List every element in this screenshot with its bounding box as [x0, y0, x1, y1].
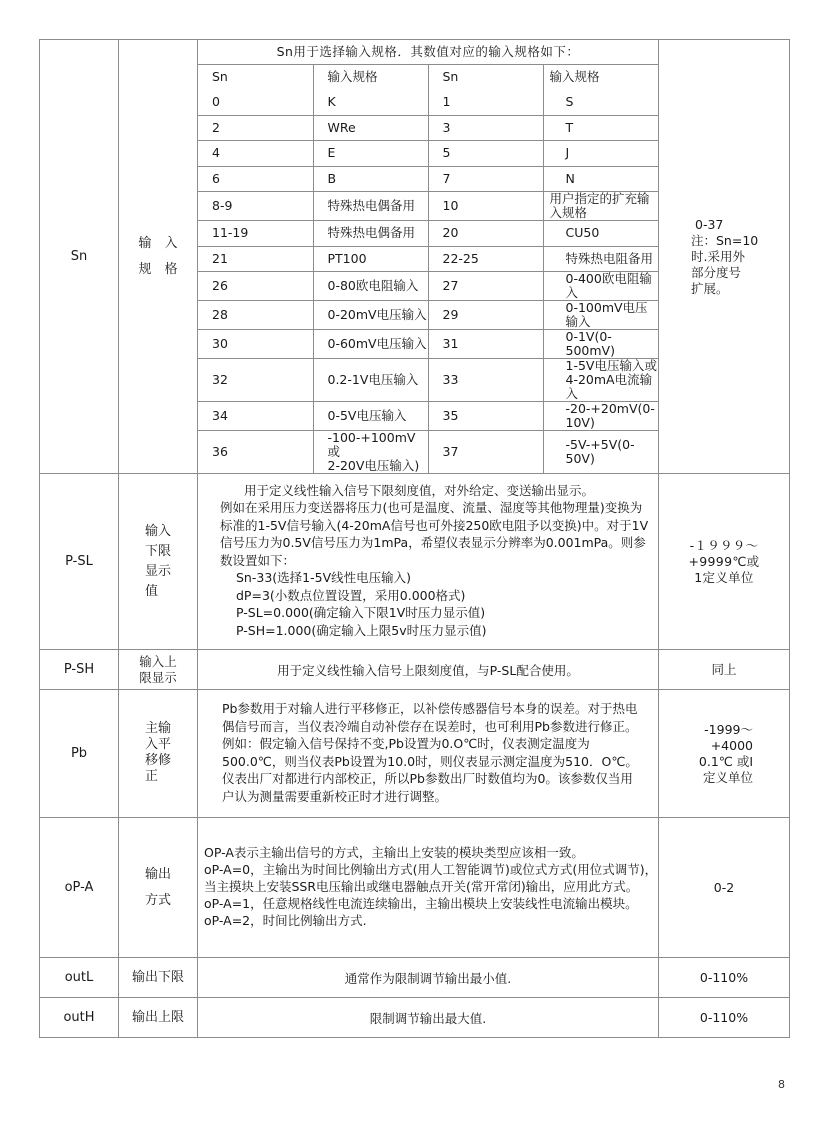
param-name-line: 移修 — [144, 753, 171, 768]
spec-input-type: E — [313, 141, 428, 167]
header-spec: 输入规格 — [313, 64, 428, 90]
spec-input-type: N — [543, 166, 658, 192]
spec-sn-value: 5 — [428, 141, 543, 167]
param-name-line: 下限 — [144, 543, 171, 559]
param-code: oP-A — [40, 818, 119, 958]
spec-input-type: 1-5V电压输入或 4-20mA电流输入 — [543, 359, 658, 402]
spec-sn-value: 4 — [198, 141, 313, 167]
input-spec-row — [198, 402, 658, 431]
param-name-line: 方式 — [144, 892, 171, 908]
spec-sn-value: 28 — [198, 301, 313, 330]
input-spec-intro-row — [198, 40, 658, 64]
spec-sn-value: 32 — [198, 359, 313, 402]
param-name — [119, 690, 198, 818]
desc-text: Pb参数用于对输人进行平移修正，以补偿传感器信号本身的误差。对于热电偶信号而言，当仪表冷端自动补偿存在误差时，也可利用Pb参数进行修正。例如：假定输入信号保持不变,Pb设置为0.O℃时，仪表测定温度为500.0℃，则当仪表Pb设置为10.0时，则仪表显示测定温度为510．O℃。 仪表出厂对都进行内部校正，所以Pb参数出厂时数值均为0。该参数仅当用户认为测量需要重新校正时才进行调整。 — [222, 701, 638, 804]
spec-input-type: S — [543, 90, 658, 116]
param-name-line: 输入 — [144, 523, 171, 539]
input-spec-row — [198, 115, 658, 141]
param-row-outh — [40, 998, 790, 1038]
desc-line: oP-A=2，时间比例输出方式. — [204, 912, 367, 928]
spec-input-type: WRe — [313, 115, 428, 141]
input-spec-row — [198, 192, 658, 221]
param-name-line: 主输 — [144, 721, 171, 736]
spec-input-type: 0-5V电压输入 — [313, 402, 428, 431]
page-number: 8 — [778, 1078, 785, 1091]
spec-sn-value: 6 — [198, 166, 313, 192]
spec-input-type: CU50 — [543, 221, 658, 247]
spec-sn-value: 10 — [428, 192, 543, 221]
spec-sn-value: 20 — [428, 221, 543, 247]
param-name-line: 输入上 — [139, 653, 177, 669]
desc-line: OP-A表示主输出信号的方式，主输出上安装的模块类型应该相一致。 — [204, 844, 584, 860]
param-row-pb — [40, 690, 790, 818]
spec-sn-value: 11-19 — [198, 221, 313, 247]
param-row-op-a — [40, 818, 790, 958]
header-sn: Sn — [198, 64, 313, 90]
input-spec-row — [198, 246, 658, 272]
spec-input-type: 0-400欧电阻输入 — [543, 272, 658, 301]
desc-line: P-SH=1.000(确定输入上限5v时压力显示值) — [236, 622, 487, 638]
range-line: 定义单位 — [702, 769, 753, 785]
param-row-sn — [40, 40, 790, 474]
input-spec-row — [198, 431, 658, 474]
header-spec: 输入规格 — [549, 69, 600, 84]
spec-input-type: PT100 — [313, 246, 428, 272]
spec-input-type: -20-+20mV(0-10V) — [543, 402, 658, 431]
param-name-line: 正 — [144, 769, 158, 784]
param-description — [198, 818, 659, 958]
param-row-outl — [40, 958, 790, 998]
range-line: -1999～ — [704, 721, 753, 737]
spec-sn-value: 33 — [428, 359, 543, 402]
spec-input-type: B — [313, 166, 428, 192]
spec-sn-value: 22-25 — [428, 246, 543, 272]
input-spec-row — [198, 359, 658, 402]
param-name-line: 输出 — [144, 866, 171, 882]
spec-input-type: 特殊热电偶备用 — [313, 192, 428, 221]
param-name — [119, 40, 198, 474]
param-range — [659, 40, 790, 474]
input-spec-row — [198, 221, 658, 247]
input-spec-intro: Sn用于选择输入规格．其数值对应的输入规格如下： — [198, 40, 658, 64]
param-name-line: 限显示 — [139, 669, 177, 685]
param-range: 0-2 — [659, 818, 790, 958]
spec-sn-value: 27 — [428, 272, 543, 301]
spec-input-type: -5V-+5V(0-50V) — [565, 437, 635, 466]
input-spec-row — [198, 301, 658, 330]
desc-line: Sn-33(选择1-5V线性电压输入) — [236, 570, 411, 586]
spec-input-type: T — [543, 115, 658, 141]
spec-input-type: 特殊热电阻备用 — [543, 246, 658, 272]
param-description: 通常作为限制调节输出最小值. — [198, 958, 659, 998]
param-code: outL — [40, 958, 119, 998]
spec-sn-value: 8-9 — [198, 192, 313, 221]
param-name — [119, 474, 198, 650]
param-row-p-sl — [40, 474, 790, 650]
desc-line: P-SL=0.000(确定输入下限1V时压力显示值) — [236, 605, 486, 621]
param-name-line: 入平 — [144, 737, 171, 752]
spec-input-type: 0.2-1V电压输入 — [313, 359, 428, 402]
param-range: 0-110% — [659, 958, 790, 998]
input-spec-row — [198, 330, 658, 359]
spec-sn-value: 36 — [198, 431, 313, 474]
spec-sn-value: 29 — [428, 301, 543, 330]
spec-sn-value: 26 — [198, 272, 313, 301]
spec-input-type: K — [313, 90, 428, 116]
param-code: Sn — [40, 40, 119, 474]
param-row-p-sh — [40, 650, 790, 690]
input-spec-row — [198, 166, 658, 192]
param-name: 输出上限 — [119, 998, 198, 1038]
spec-sn-value: 3 — [428, 115, 543, 141]
spec-sn-value: 2 — [198, 115, 313, 141]
range-line: 0.1℃ 或I — [698, 753, 753, 769]
input-spec-row — [198, 272, 658, 301]
param-range: 同上 — [659, 650, 790, 690]
range-line: 部分度号 — [691, 264, 742, 280]
param-name-line: 输 入 — [138, 235, 178, 251]
header-sn: Sn — [428, 64, 543, 90]
param-name-line: 规 格 — [138, 261, 178, 277]
input-spec-header-row — [198, 64, 658, 90]
desc-line: oP-A=0，主输出为时间比例输出方式(用人工智能调节)或位式方式(用位式调节)，当主摸块上安装SSR电压输出或继电器触点开关(常开常闭)输出，应用此方式。 — [204, 861, 658, 894]
spec-sn-value: 37 — [428, 431, 543, 474]
param-code: P-SH — [40, 650, 119, 690]
range-line: 扩展。 — [691, 280, 729, 296]
range-line: 0-37 — [695, 216, 724, 232]
spec-input-type: 0-80欧电阻输入 — [313, 272, 428, 301]
param-range — [659, 690, 790, 818]
range-line: +4000 — [710, 737, 753, 753]
spec-sn-value: 7 — [428, 166, 543, 192]
spec-input-type: 0-100mV电压输入 — [543, 301, 658, 330]
input-spec-table — [198, 40, 658, 473]
param-description: 限制调节输出最大值. — [198, 998, 659, 1038]
input-spec-cell — [198, 40, 659, 474]
param-name-line: 值 — [144, 583, 158, 599]
param-name — [119, 818, 198, 958]
spec-sn-value: 1 — [428, 90, 543, 116]
spec-sn-value: 21 — [198, 246, 313, 272]
param-description — [198, 474, 659, 650]
param-description — [198, 690, 659, 818]
spec-input-type: 0-20mV电压输入 — [313, 301, 428, 330]
spec-input-type: 0-60mV电压输入 — [313, 330, 428, 359]
desc-line: oP-A=1，任意规格线性电流连续输出，主输出模块上安装线性电流输出模块。 — [204, 895, 638, 911]
spec-input-type: 用户指定的扩充输入规格 — [543, 192, 658, 221]
spec-input-type: -100-+100mV或 2-20V电压输入) — [313, 431, 428, 474]
param-name: 输出下限 — [119, 958, 198, 998]
spec-input-type: 特殊热电偶备用 — [313, 221, 428, 247]
range-line: -１９９９～ — [689, 537, 759, 553]
param-range: 0-110% — [659, 998, 790, 1038]
input-spec-row — [198, 141, 658, 167]
range-line: +9999℃或 — [688, 553, 760, 569]
desc-line: 用于定义线性输入信号下限刻度值，对外给定、变送输出显示。 — [244, 482, 595, 498]
desc-line: 例如在采用压力变送器将压力(也可是温度、流量、湿度等其他物理量)变换为标准的1-5V信号输入(4-20mA信号也可外接250欧电阻予以变换)中。对于1V信号压力为0.5V信号压力为1mPa，希望仪表显示分辨率为0.001mPa。则参数设置如下： — [220, 500, 649, 568]
param-code: Pb — [40, 690, 119, 818]
spec-sn-value: 34 — [198, 402, 313, 431]
param-description: 用于定义线性输入信号上限刻度值，与P-SL配合使用。 — [198, 650, 659, 690]
param-code: outH — [40, 998, 119, 1038]
spec-sn-value: 35 — [428, 402, 543, 431]
parameter-table — [39, 39, 790, 1038]
param-name-line: 显示 — [144, 563, 171, 579]
param-code: P-SL — [40, 474, 119, 650]
range-line: 注：Sn=10 — [691, 232, 759, 248]
spec-sn-value: 0 — [198, 90, 313, 116]
spec-input-type: J — [543, 141, 658, 167]
spec-sn-value: 30 — [198, 330, 313, 359]
param-range — [659, 474, 790, 650]
spec-input-type: 0-1V(0-500mV) — [543, 330, 658, 359]
range-line: 时.采用外 — [691, 248, 745, 264]
input-spec-row — [198, 90, 658, 116]
desc-line: dP=3(小数点位置设置，采用0.000格式) — [236, 587, 466, 603]
range-line: 1定义单位 — [694, 569, 754, 585]
param-name — [119, 650, 198, 690]
spec-sn-value: 31 — [428, 330, 543, 359]
